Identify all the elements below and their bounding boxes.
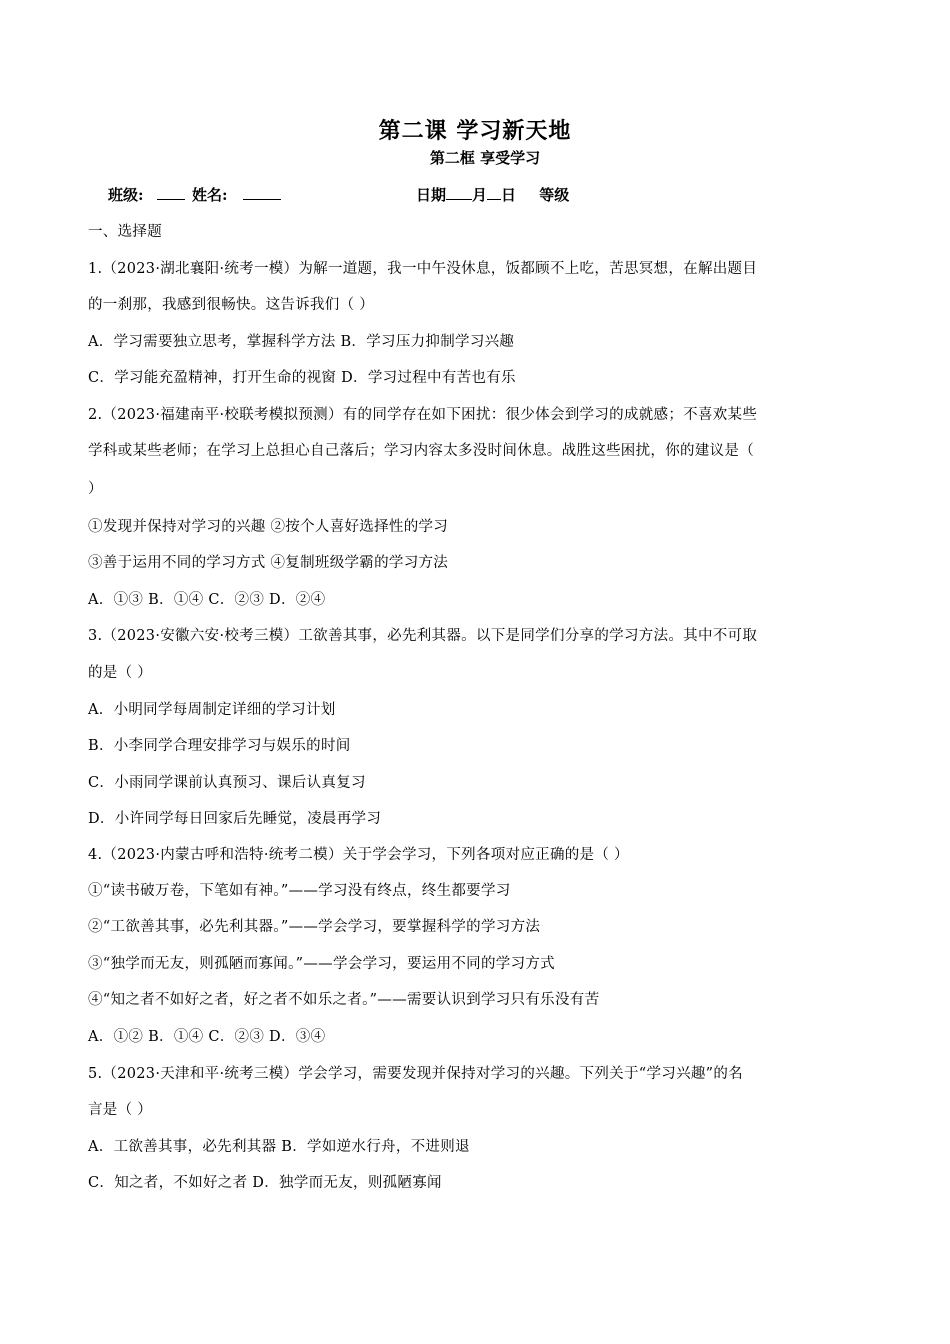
q3-option-c: C．小雨同学课前认真预习、课后认真复习 — [88, 775, 366, 791]
date-grade-row — [416, 184, 569, 205]
q4-item-1: ①“读书破万卷，下笔如有神。”——学习没有终点，终生都要学习 — [88, 883, 511, 899]
q1-option-ab: A．学习需要独立思考，掌握科学方法 B．学习压力抑制学习兴趣 — [88, 334, 515, 350]
q2-stem-line-1: 2.（2023·福建南平·校联考模拟预测）有的同学存在如下困扰：很少体会到学习的成就感；不喜欢某些 — [88, 407, 758, 423]
name-blank[interactable] — [243, 185, 281, 200]
q5-stem-line-1: 5.（2023·天津和平·统考三模）学会学习，需要发现并保持对学习的兴趣。下列关于“学习兴趣”的名 — [88, 1066, 743, 1082]
q2-item-34: ③善于运用不同的学习方式 ④复制班级学霸的学习方法 — [88, 555, 449, 571]
q2-options: A．①③ B．①④ C．②③ D．②④ — [88, 592, 326, 608]
grade-label: 等级 — [539, 186, 570, 204]
month-blank[interactable] — [446, 185, 472, 200]
q1-stem-line-2: 的一刹那，我感到很畅快。这告诉我们（ ） — [88, 297, 375, 313]
q3-option-b: B．小李同学合理安排学习与娱乐的时间 — [88, 738, 351, 754]
q5-option-cd: C．知之者，不如好之者 D．独学而无友，则孤陋寡闻 — [88, 1175, 442, 1191]
page-title: 第二课 学习新天地 — [378, 118, 572, 144]
q4-item-3: ③“独学而无友，则孤陋而寡闻。”——学会学习，要运用不同的学习方式 — [88, 956, 555, 972]
section-heading: 一、选择题 — [88, 224, 162, 240]
day-blank[interactable] — [487, 185, 501, 200]
q3-stem-line-2: 的是（ ） — [88, 665, 153, 681]
class-blank[interactable] — [157, 185, 185, 200]
month-label: 月 — [472, 186, 488, 204]
q4-item-4: ④“知之者不如好之者，好之者不如乐之者。”——需要认识到学习只有乐没有苦 — [88, 992, 600, 1008]
class-label: 班级: — [108, 186, 144, 204]
q1-option-cd: C．学习能充盈精神，打开生命的视窗 D．学习过程中有苦也有乐 — [88, 370, 516, 386]
day-label: 日 — [501, 186, 517, 204]
q4-stem-line-1: 4.（2023·内蒙古呼和浩特·统考二模）关于学会学习，下列各项对应正确的是（ ） — [88, 847, 629, 863]
q3-stem-line-1: 3.（2023·安徽六安·校考三模）工欲善其事，必先利其器。以下是同学们分享的学习方法。其中不可取 — [88, 628, 758, 644]
q5-stem-line-2: 言是（ ） — [88, 1102, 153, 1118]
q2-stem-line-2: 学科或某些老师；在学习上总担心自己落后；学习内容太多没时间休息。战胜这些困扰，你的建议是（ — [88, 443, 754, 459]
q5-option-ab: A．工欲善其事，必先利其器 B．学如逆水行舟，不进则退 — [88, 1139, 470, 1155]
date-label: 日期 — [416, 186, 447, 204]
class-name-row — [108, 184, 281, 205]
page-subtitle: 第二框 享受学习 — [429, 149, 541, 167]
q2-stem-line-3: ） — [88, 481, 103, 497]
name-label: 姓名: — [192, 186, 228, 204]
q2-item-12: ①发现并保持对学习的兴趣 ②按个人喜好选择性的学习 — [88, 519, 449, 535]
q3-option-d: D．小许同学每日回家后先睡觉，凌晨再学习 — [88, 811, 382, 827]
q4-options: A．①② B．①④ C．②③ D．③④ — [88, 1029, 326, 1045]
q1-stem-line-1: 1.（2023·湖北襄阳·统考一模）为解一道题，我一中午没休息，饭都顾不上吃，苦思冥想，在解出题目 — [88, 261, 758, 277]
q4-item-2: ②“工欲善其事，必先利其器。”——学会学习，要掌握科学的学习方法 — [88, 919, 541, 935]
q3-option-a: A．小明同学每周制定详细的学习计划 — [88, 702, 336, 718]
